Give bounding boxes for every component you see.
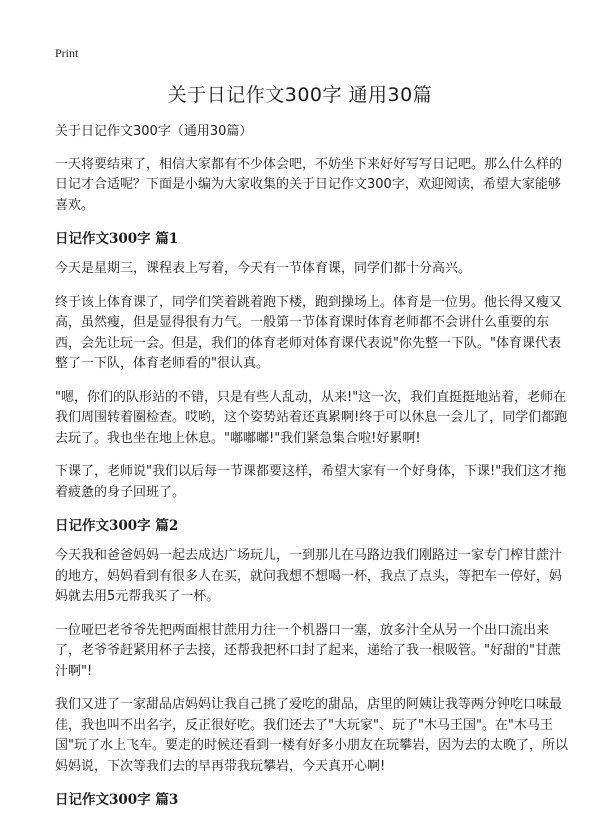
section-heading-1: 日记作文300字 篇1 xyxy=(55,231,179,247)
section-2-paragraph-3: 我们又进了一家甜品店妈妈让我自己挑了爱吃的甜品，店里的阿姨让我等两分钟吃口味最佳，我也叫不出名字，反正很好吃。我们还去了"大玩家"、玩了"木马王国"。在"木马王国"玩了水上飞车。要走的时候还看到一楼有好多小朋友在玩攀岩，因为去的太晚了，所以妈妈说，下次等我们去的早再带我玩攀岩，今天真开心啊! xyxy=(55,697,568,774)
section-1-paragraph-2: 终于该上体育课了，同学们笑着跳着跑下楼，跑到操场上。体育是一位男。他长得又瘦又高，虽然瘦，但是显得很有力气。一般第一节体育课时体育老师都不会讲什么重要的东西，会先让玩一会。但是，我们的体育老师对体育课代表说"你先整一下队。"体育课代表整了一下队，体育老师看的"很认真。 xyxy=(55,294,563,371)
section-heading-3: 日记作文300字 篇3 xyxy=(55,792,179,808)
page-title: 关于日记作文300字 通用30篇 xyxy=(167,84,433,106)
section-2-paragraph-2: 一位哑巴老爷爷先把两面根甘蔗用力往一个机器口一塞，放多汁全从另一个出口流出来了，老爷爷赶紧用杯子去接，还帮我把杯口封了起来，递给了我一根吸管。"好甜的"甘蔗汁啊"! xyxy=(55,622,561,679)
section-1-paragraph-4: 下课了，老师说"我们以后每一节课都要这样，希望大家有一个好身体，下课!"我们这才拖着疲惫的身子回班了。 xyxy=(55,464,567,500)
section-1-paragraph-3: "嗯，你们的队形站的不错，只是有些人乱动，从来!"这一次，我们直挺挺地站着，老师在我们周围转着圈检查。哎哟，这个姿势站着还真累啊!终于可以休息一会儿了，同学们都跑去玩了。我也坐在地上休息。"嘟嘟嘟!"我们紧急集合啦!好累啊! xyxy=(55,389,568,446)
section-1-paragraph-1: 今天是星期三，课程表上写着，今天有一节体育课，同学们都十分高兴。 xyxy=(55,261,472,276)
section-heading-2: 日记作文300字 篇2 xyxy=(55,518,179,534)
article-subtitle: 关于日记作文300字（通用30篇） xyxy=(55,124,253,139)
intro-paragraph: 一天将要结束了，相信大家都有不少体会吧，不妨坐下来好好写写日记吧。那么什么样的日记才合适呢？下面是小编为大家收集的关于日记作文300字，欢迎阅读，希望大家能够喜欢。 xyxy=(55,156,563,213)
print-link[interactable]: Print xyxy=(55,46,79,60)
article-body xyxy=(55,122,572,820)
section-2-paragraph-1: 今天我和爸爸妈妈一起去成达广场玩儿，一到那儿在马路边我们刚路过一家专门榨甘蔗汁的地方，妈妈看到有很多人在买，就问我想不想喝一杯，我点了点头，等把车一停好，妈妈就去用5元帮我买了一杯。 xyxy=(55,548,563,604)
